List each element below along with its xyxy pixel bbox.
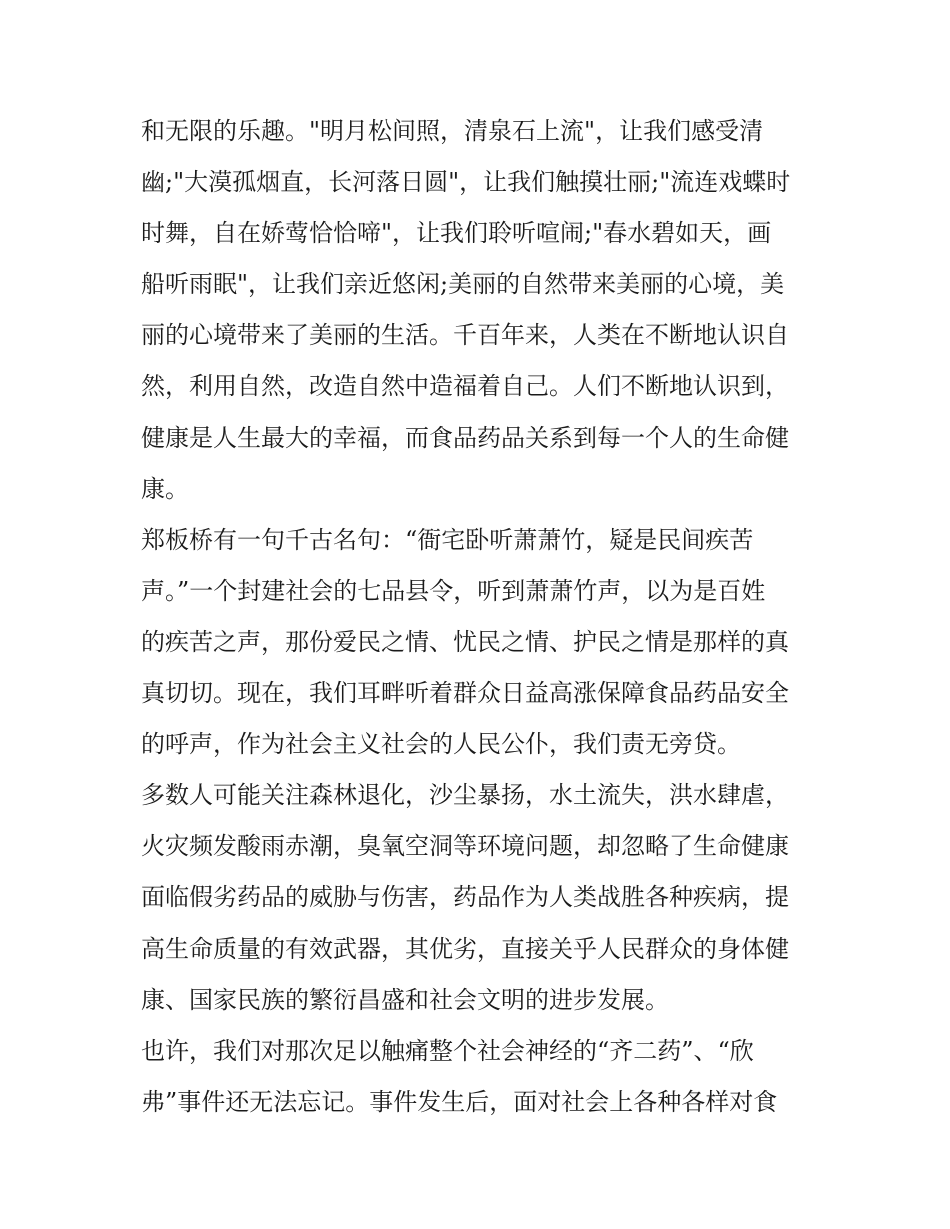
text-line-15: 火灾频发酸雨赤潮，臭氧空洞等环境问题，却忽略了生命健康: [141, 832, 789, 861]
text-line-6: 然，利用自然，改造自然中造福着自己。人们不断地认识到，: [141, 372, 789, 401]
text-line-18: 康、国家民族的繁衍昌盛和社会文明的进步发展。: [141, 985, 669, 1014]
text-line-8: 康。: [141, 474, 189, 503]
text-line-12: 真切切。现在，我们耳畔听着群众日益高涨保障食品药品安全: [141, 679, 789, 708]
text-line-4: 船听雨眠"，让我们亲近悠闲;美丽的自然带来美丽的心境，美: [141, 270, 785, 299]
text-line-19: 也许，我们对那次足以触痛整个社会神经的“齐二药”、“欣: [141, 1036, 754, 1065]
document-body: [141, 106, 821, 1128]
text-line-2: 幽;"大漠孤烟直，长河落日圆"，让我们触摸壮丽;"流连戏蝶时: [141, 168, 791, 197]
text-line-20: 弗”事件还无法忘记。事件发生后，面对社会上各种各样对食: [141, 1087, 778, 1116]
text-line-11: 的疾苦之声，那份爱民之情、忧民之情、护民之情是那样的真: [141, 627, 789, 656]
text-line-10: 声。”一个封建社会的七品县令，听到萧萧竹声，以为是百姓: [141, 576, 766, 605]
text-line-9: 郑板桥有一句千古名句：“衙宅卧听萧萧竹，疑是民间疾苦: [141, 525, 754, 554]
text-line-16: 面临假劣药品的威胁与伤害，药品作为人类战胜各种疾病，提: [141, 883, 789, 912]
text-line-14: 多数人可能关注森林退化，沙尘暴扬，水土流失，洪水肆虐，: [141, 781, 789, 810]
text-line-3: 时舞，自在娇莺恰恰啼"，让我们聆听喧闹;"春水碧如天，画: [141, 219, 772, 248]
text-line-13: 的呼声，作为社会主义社会的人民公仆，我们责无旁贷。: [141, 730, 741, 759]
text-line-5: 丽的心境带来了美丽的生活。千百年来，人类在不断地认识自: [141, 321, 789, 350]
text-line-17: 高生命质量的有效武器，其优劣，直接关乎人民群众的身体健: [141, 934, 789, 963]
text-line-1: 和无限的乐趣。"明月松间照，清泉石上流"，让我们感受清: [141, 117, 764, 145]
text-line-7: 健康是人生最大的幸福，而食品药品关系到每一个人的生命健: [141, 423, 789, 452]
